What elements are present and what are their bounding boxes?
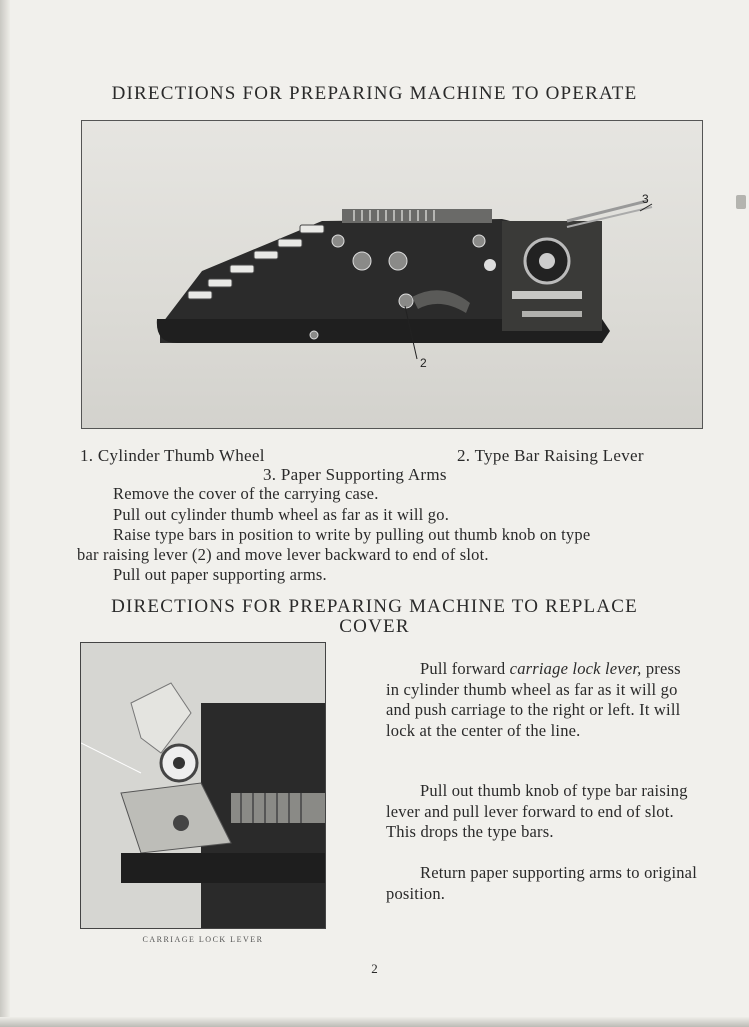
- operate-step-2: Pull out cylinder thumb wheel as far as it will go.: [113, 505, 450, 524]
- heading-replace-line2: COVER: [339, 616, 410, 637]
- carriage-lock-photo: [80, 642, 326, 929]
- replace-step-2-text: Pull out thumb knob of type bar raising lever and pull lever forward to end of slot. This drops the type bars.: [386, 781, 688, 841]
- replace-step-3: [386, 863, 698, 904]
- replace-step-1: [386, 659, 698, 741]
- carriage-lock-lever-term: carriage lock lever,: [509, 659, 642, 678]
- operate-step-4: Pull out paper supporting arms.: [113, 565, 327, 584]
- operate-step-1: Remove the cover of the carrying case.: [113, 484, 379, 503]
- operate-step-3a: Raise type bars in position to write by pulling out thumb knob on type: [113, 525, 591, 544]
- part-item-3: 3. Paper Supporting Arms: [263, 465, 447, 484]
- typewriter-illustration: [82, 121, 702, 428]
- carriage-lock-caption: CARRIAGE LOCK LEVER: [142, 935, 264, 944]
- page-edge-bottom: [0, 1017, 749, 1027]
- replace-step-2: [386, 781, 698, 843]
- heading-operate: DIRECTIONS FOR PREPARING MACHINE TO OPERATE: [111, 83, 638, 104]
- replace-step-1-text: Pull forward: [420, 659, 510, 678]
- replace-step-1-rest: press in cylinder thumb wheel as far as it will go and push carriage to the right or left. It will lock at the center of the line.: [386, 659, 681, 740]
- page-edge: [0, 0, 10, 1027]
- callout-3: 3: [642, 192, 649, 206]
- carriage-lock-illustration: [81, 643, 325, 928]
- page-number: 2: [371, 961, 378, 976]
- heading-replace-cover: [0, 597, 749, 637]
- part-item-1: 1. Cylinder Thumb Wheel: [80, 446, 265, 465]
- heading-replace-line1: DIRECTIONS FOR PREPARING MACHINE TO REPLACE: [111, 596, 638, 617]
- replace-step-3-text: Return paper supporting arms to original position.: [386, 863, 697, 903]
- page-tab-mark: [736, 195, 746, 209]
- operate-step-3b: bar raising lever (2) and move lever backward to end of slot.: [77, 545, 489, 564]
- callout-2: 2: [420, 356, 427, 370]
- typewriter-side-photo: [81, 120, 703, 429]
- part-item-2: 2. Type Bar Raising Lever: [457, 446, 644, 465]
